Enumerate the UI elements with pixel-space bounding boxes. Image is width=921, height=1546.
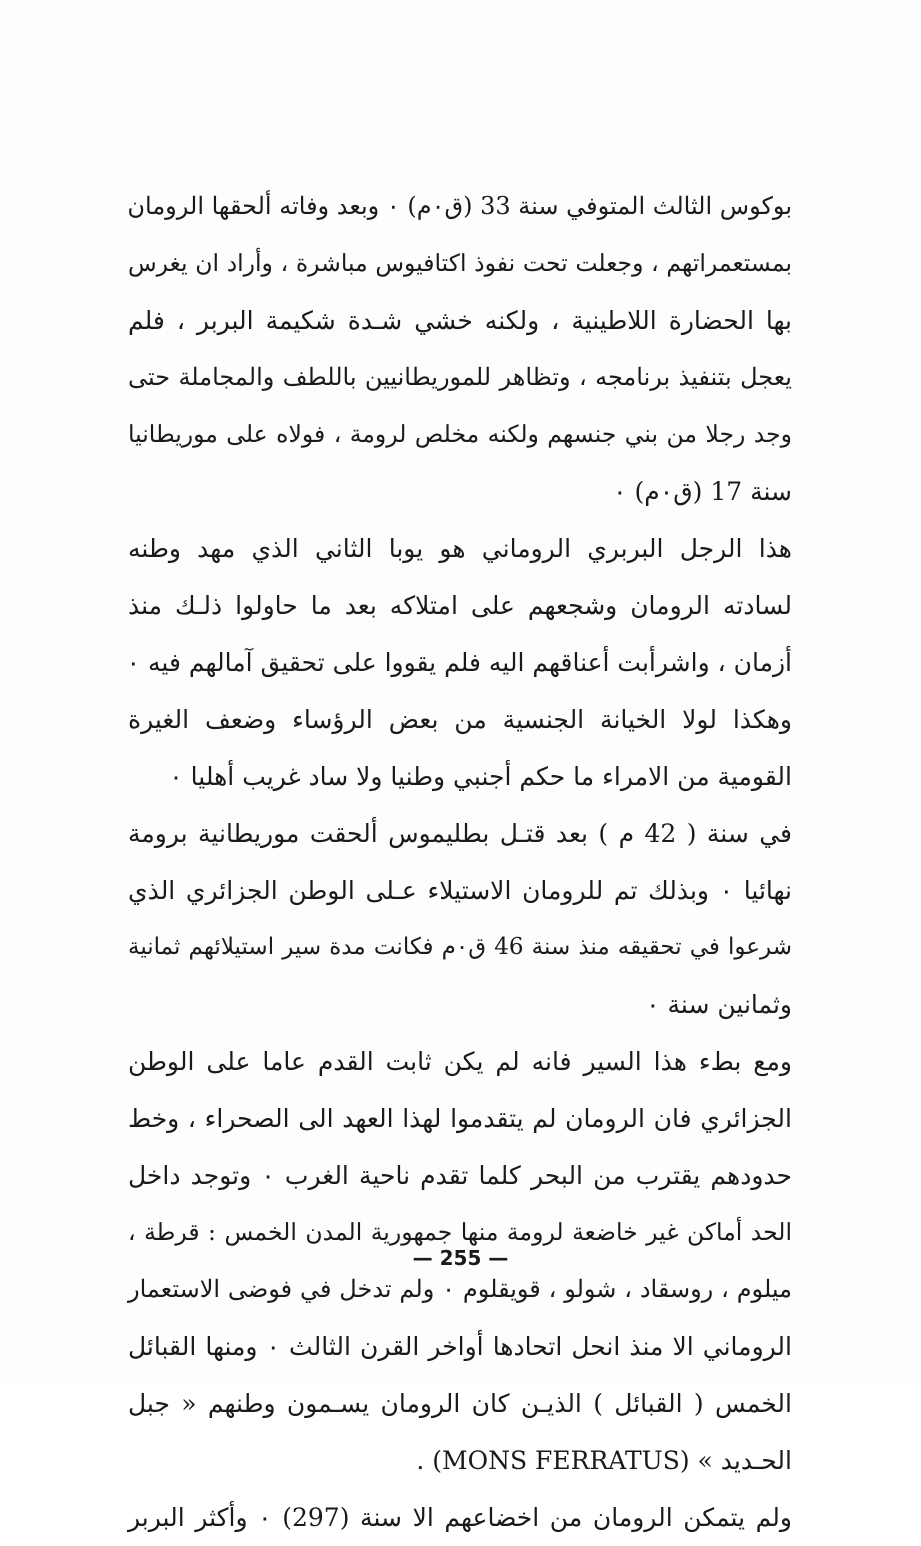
text-line: هذا الرجل البربري الروماني هو يوبا الثاني الذي مهد وطنه — [128, 534, 792, 563]
text-line: بمستعمراتهم ، وجعلت تحت نفوذ اكتافيوس مباشرة ، وأراد ان يغرس — [128, 249, 792, 277]
text-line: ومع بطء هذا السير فانه لم يكن ثابت القدم عاما على الوطن — [128, 1047, 792, 1076]
text-line: الخمس ( القبائل ) الذيـن كان الرومان يسـمون وطنهم « جبل — [128, 1389, 792, 1418]
text-line: حدودهم يقترب من البحر كلما تقدم ناحية الغرب ٠ وتوجد داخل — [128, 1161, 793, 1190]
text-line: وجد رجلا من بني جنسهم ولكنه مخلص لرومة ، فولاه على موريطانيا — [128, 420, 792, 448]
text-line: ميلوم ، روسقاد ، شولو ، قويقلوم ٠ ولم تدخل في فوضى الاستعمار — [128, 1275, 792, 1303]
page-number: — 255 — — [412, 1246, 509, 1270]
text-line: الحـديد » (MONS FERRATUS) . — [416, 1446, 792, 1475]
text-line: شرعوا في تحقيقه منذ سنة 46 ق٠م فكانت مدة سير استيلائهم ثمانية — [128, 934, 792, 960]
text-line: يعجل بتنفيذ برنامجه ، وتظاهر للموريطانيين باللطف والمجاملة حتى — [128, 363, 792, 391]
text-line: سنة 17 (ق٠م) ٠ — [613, 477, 792, 506]
text-line: الروماني الا منذ انحل اتحادها أواخر القرن الثالث ٠ ومنها القبائل — [128, 1332, 792, 1361]
text-line: أزمان ، واشرأبت أعناقهم اليه فلم يقووا على تحقيق آمالهم فيه ٠ — [126, 648, 792, 677]
text-line: ولم يتمكن الرومان من اخضاعهم الا سنة (297) ٠ وأكثر البربر — [128, 1503, 792, 1532]
text-line: بها الحضارة اللاطينية ، ولكنه خشي شـدة شكيمة البربر ، فلم — [128, 306, 792, 335]
text-line: بوكوس الثالث المتوفي سنة 33 (ق٠م) ٠ وبعد وفاته ألحقها الرومان — [127, 192, 792, 220]
body-text — [128, 178, 792, 1546]
text-line: القومية من الامراء ما حكم أجنبي وطنيا ولا ساد غريب أهليا ٠ — [169, 762, 792, 791]
text-line: في سنة ( 42 م ) بعد قتـل بطليموس ألحقت موريطانية برومة — [128, 819, 792, 848]
text-line: الحد أماكن غير خاضعة لرومة منها جمهورية المدن الخمس : قرطة ، — [128, 1218, 792, 1246]
text-line: الجزائري فان الرومان لم يتقدموا لهذا العهد الى الصحراء ، وخط — [128, 1104, 792, 1133]
text-line: نهائيا ٠ وبذلك تم للرومان الاستيلاء عـلى الوطن الجزائري الذي — [128, 876, 793, 905]
text-line: وهكذا لولا الخيانة الجنسية من بعض الرؤساء وضعف الغيرة — [128, 705, 792, 734]
text-line: لسادته الرومان وشجعهم على امتلاكه بعد ما حاولوا ذلـك منذ — [128, 591, 792, 620]
text-line: وثمانين سنة ٠ — [646, 990, 792, 1019]
